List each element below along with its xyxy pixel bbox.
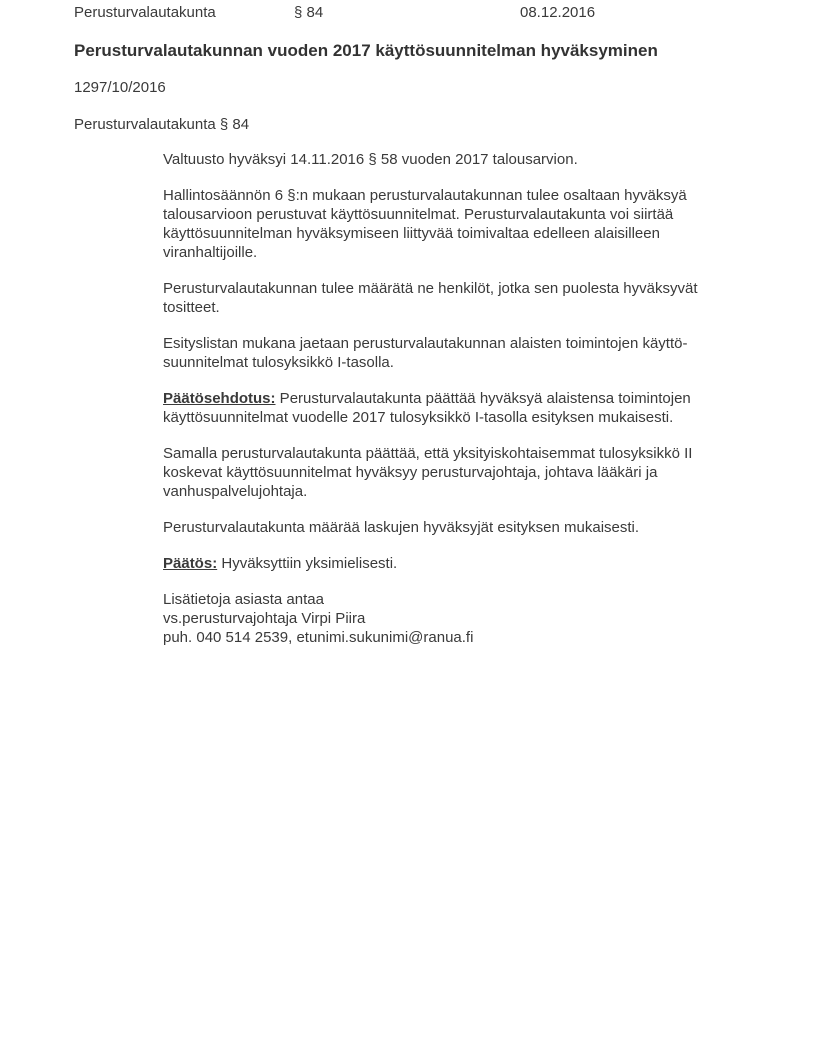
paragraph-line: käyttösuunnitelman hyväksymiseen liittyvää toimivaltaa edelleen alaisilleen [163, 225, 660, 242]
section-subheading: Perusturvalautakunta § 84 [74, 116, 250, 133]
paragraph-line: käyttösuunnitelmat vuodelle 2017 tulosyksikkö I-tasolla esityksen mukaisesti. [163, 409, 674, 426]
paragraph [163, 186, 776, 262]
decision-label: Päätösehdotus: [163, 390, 276, 407]
paragraph-line: talousarvioon perustuvat käyttösuunnitelmat. Perusturvalautakunta voi siirtää [163, 206, 674, 223]
paragraph-line: vanhuspalvelujohtaja. [163, 483, 308, 500]
paragraph-line: Valtuusto hyväksyi 14.11.2016 § 58 vuoden 2017 talousarvion. [163, 151, 578, 168]
document-header [74, 3, 776, 22]
paragraph-line: vs.perusturvajohtaja Virpi Piira [163, 610, 366, 627]
paragraph-line: Päätösehdotus: Perusturvalautakunta päättää hyväksyä alaistensa toimintojen [163, 390, 691, 407]
paragraph-line: viranhaltijoille. [163, 244, 258, 261]
case-number: 1297/10/2016 [74, 79, 166, 96]
paragraph-line: Perusturvalautakunnan tulee määrätä ne henkilöt, jotka sen puolesta hyväksyvät [163, 280, 698, 297]
paragraph-line: Perusturvalautakunta määrää laskujen hyväksyjät esityksen mukaisesti. [163, 519, 640, 536]
paragraph-line: Esityslistan mukana jaetaan perusturvalautakunnan alaisten toimintojen käyttö- [163, 335, 688, 352]
paragraph [163, 279, 776, 317]
paragraph [163, 444, 776, 501]
document-body [163, 150, 776, 647]
paragraph-line: koskevat käyttösuunnitelmat hyväksyy perusturvajohtaja, johtava lääkäri ja [163, 464, 658, 481]
paragraph-line: Hallintosäännön 6 §:n mukaan perusturvalautakunnan tulee osaltaan hyväksyä [163, 187, 687, 204]
paragraph-line: Samalla perusturvalautakunta päättää, että yksityiskohtaisemmat tulosyksikkö II [163, 445, 693, 462]
paragraph-line: Päätös: Hyväksyttiin yksimielisesti. [163, 555, 398, 572]
paragraph [163, 150, 776, 169]
header-committee: Perusturvalautakunta [74, 4, 216, 21]
paragraph [163, 590, 776, 647]
header-date: 08.12.2016 [520, 4, 596, 21]
paragraph-line: Lisätietoja asiasta antaa [163, 591, 324, 608]
paragraph [163, 334, 776, 372]
decision-label: Päätös: [163, 555, 218, 572]
paragraph-line: puh. 040 514 2539, etunimi.sukunimi@ranua.fi [163, 629, 474, 646]
header-section-mark: § 84 [294, 4, 324, 21]
paragraph [163, 389, 776, 427]
paragraph-line: suunnitelmat tulosyksikkö I-tasolla. [163, 354, 394, 371]
paragraph [163, 518, 776, 537]
paragraph-line: tositteet. [163, 299, 220, 316]
document-title: Perusturvalautakunnan vuoden 2017 käyttösuunnitelman hyväksyminen [74, 41, 658, 60]
paragraph [163, 554, 776, 573]
